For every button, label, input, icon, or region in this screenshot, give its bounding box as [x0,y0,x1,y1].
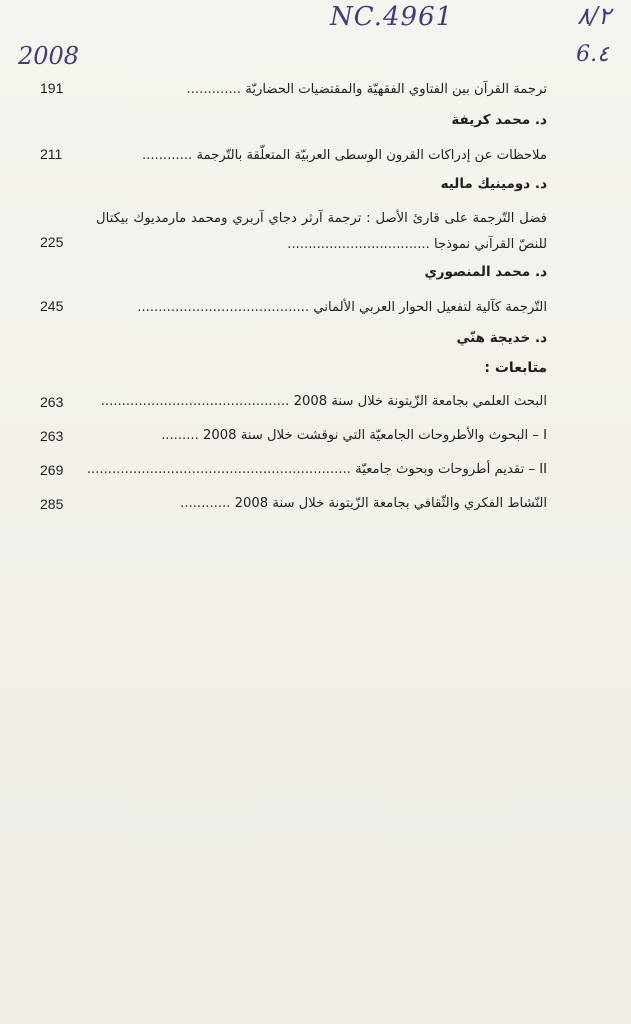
toc-leader-dots: ............. [186,82,242,97]
toc-author: د. محمد المنصوري [424,264,547,280]
toc-page-number: 211 [40,146,63,162]
handwritten-right-code: 6.٤ [576,42,609,67]
toc-page-number: 191 [40,80,64,96]
toc-page-number: 225 [40,234,64,250]
toc-page-number: 269 [40,462,64,478]
toc-leader-dots: ............ [141,148,193,163]
toc-entry-title: I – البحوث والأطروحات الجامعيّة التي نوقشت خلال سنة 2008 [203,428,547,443]
toc-leader-dots: ......... [161,428,199,443]
toc-page-number: 263 [40,394,64,410]
toc-page-number: 245 [40,298,64,314]
toc-entry-title: II – تقديم أطروحات وبحوث جامعيّة [355,462,547,477]
toc-entry-title: النّشاط الفكري والثّقافي بجامعة الزّيتونة خلال سنة 2008 [234,496,547,511]
toc-leader-dots: ............................................................... [86,462,351,477]
toc-entry [40,392,547,412]
toc-leader-dots: .................................. [287,237,430,252]
toc-entry [40,146,547,166]
toc-entry [40,494,547,514]
toc-entry-title: البحث العلمي بجامعة الزّيتونة خلال سنة 2008 [293,394,547,409]
toc-author: د. خديجة هنّي [456,330,547,346]
toc-author: د. محمد كريفة [451,112,547,128]
toc-page-number: 285 [40,496,64,512]
toc-entry [40,80,547,100]
toc-entry [40,460,547,480]
toc-page-number: 263 [40,428,64,444]
handwritten-year: 2008 [18,42,80,70]
toc-leader-dots: ............................................. [100,394,290,409]
toc-leader-dots: ......................................... [137,300,310,315]
handwritten-top-right-note: ٨/٢ [577,2,611,30]
toc-author: د. دومينيك ماليه [440,176,547,192]
section-heading: متابعات : [484,360,547,376]
handwritten-catalog-number: NC.4961 [330,2,454,32]
toc-entry-title: ترجمة القرآن بين الفتاوي الفقهيّة والمقتضيات الحضاريّة [245,82,547,97]
toc-entry [40,298,547,318]
toc-entry-title: فضل التّرجمة على قارئ الأصل : ترجمة آرثر دجاي آربري ومحمد مارمديوك بيكتال للنصّ القرآني نموذجا [96,211,547,252]
toc-entry [40,426,547,446]
toc-entry-title: التّرجمة كآلية لتفعيل الحوار العربي الألماني [313,300,547,315]
toc-leader-dots: ............ [180,496,231,511]
toc-entry [96,206,547,258]
toc-entry-title: ملاحظات عن إدراكات القرون الوسطى العربيّة المتعلّقة بالتّرجمة [196,148,547,163]
